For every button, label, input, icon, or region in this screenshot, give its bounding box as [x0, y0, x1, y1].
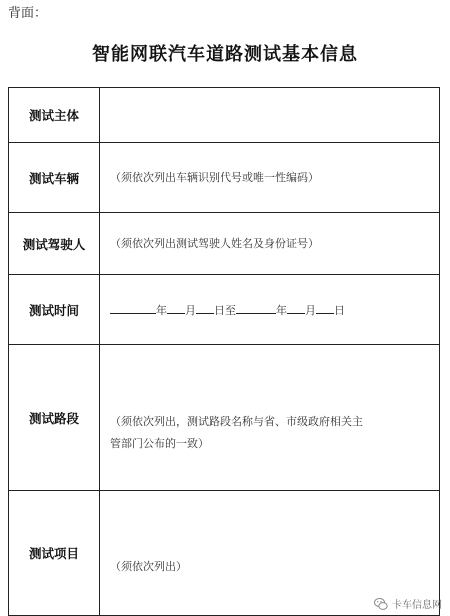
side-label: 背面： — [8, 6, 48, 21]
start-day-blank[interactable] — [196, 301, 214, 314]
road-note-line1: （须依次列出，测试路段名称与省、市级政府相关主 — [110, 414, 363, 428]
road-note-line2: 管部门公布的一致） — [110, 436, 209, 450]
table-row-time — [9, 275, 440, 345]
row-label: 测试驾驶人 — [9, 213, 100, 275]
items-note: （须依次列出） — [110, 560, 187, 573]
to-text: 至 — [225, 304, 236, 317]
table-row-subject — [9, 88, 440, 143]
end-month-blank[interactable] — [287, 301, 305, 314]
year-text: 年 — [156, 304, 167, 317]
day-text: 日 — [214, 304, 225, 317]
month-text: 月 — [185, 304, 196, 317]
watermark — [374, 596, 442, 611]
time-field[interactable] — [100, 275, 440, 345]
table-row-road — [9, 345, 440, 491]
vehicle-note: （须依次列出车辆识别代号或唯一性编码） — [110, 170, 319, 184]
row-label: 测试项目 — [9, 491, 100, 616]
info-table — [8, 87, 440, 616]
end-year-blank[interactable] — [236, 301, 276, 314]
watermark-text: 卡车信息网 — [392, 600, 442, 611]
table-row-driver — [9, 213, 440, 275]
wechat-logo-icon — [374, 597, 388, 611]
row-label: 测试主体 — [9, 88, 100, 143]
day-text: 日 — [334, 304, 345, 317]
vehicle-field[interactable] — [100, 143, 440, 213]
row-label: 测试路段 — [9, 345, 100, 491]
start-month-blank[interactable] — [167, 301, 185, 314]
year-text: 年 — [276, 304, 287, 317]
page-title: 智能网联汽车道路测试基本信息 — [92, 44, 358, 65]
row-label: 测试车辆 — [9, 143, 100, 213]
road-field[interactable] — [100, 345, 440, 491]
driver-field[interactable] — [100, 213, 440, 275]
subject-field[interactable] — [100, 88, 440, 143]
end-day-blank[interactable] — [316, 301, 334, 314]
driver-note: （须依次列出测试驾驶人姓名及身份证号） — [110, 236, 319, 250]
table-row-vehicle — [9, 143, 440, 213]
month-text: 月 — [305, 304, 316, 317]
row-label: 测试时间 — [9, 275, 100, 345]
start-year-blank[interactable] — [110, 301, 156, 314]
